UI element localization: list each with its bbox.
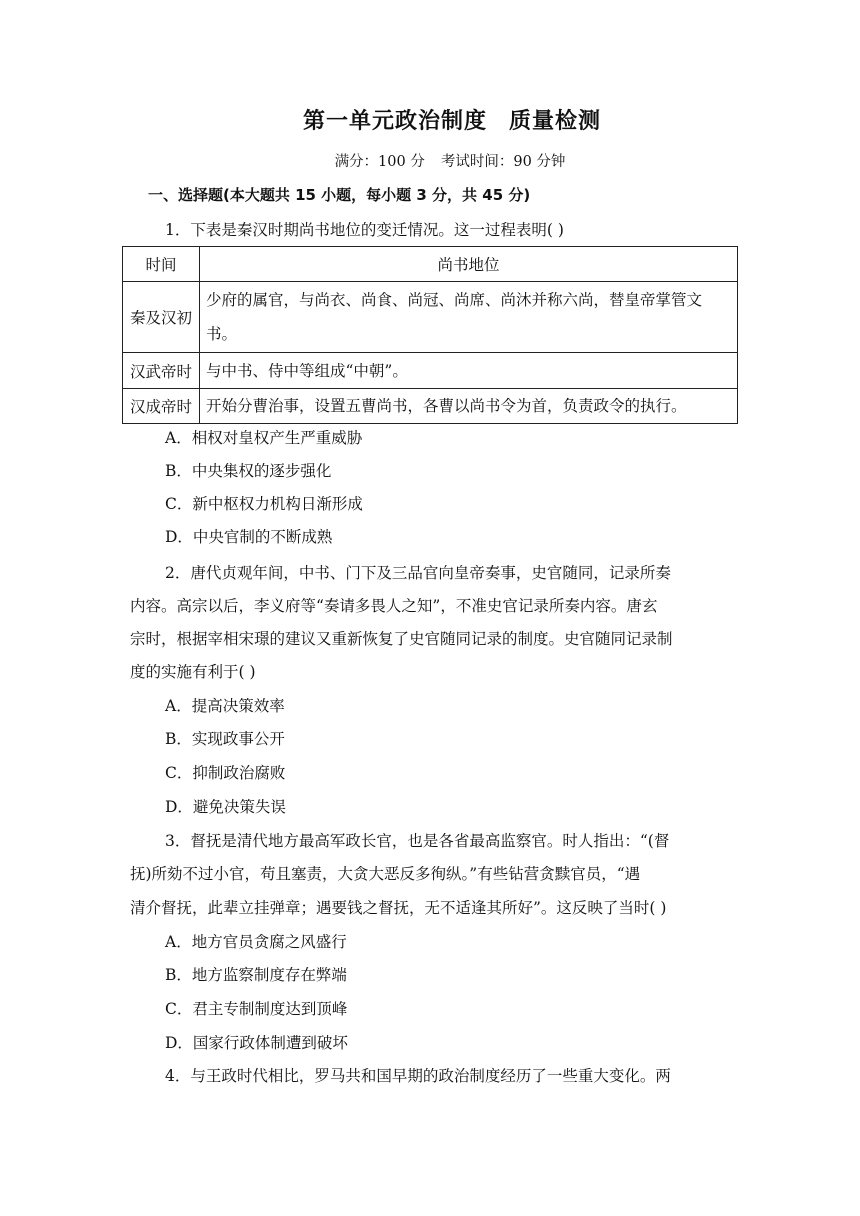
table-row <box>123 389 738 424</box>
table-cell-status: 少府的属官，与尚衣、尚食、尚冠、尚席、尚沐并称六尚，替皇帝掌管文书。 <box>200 282 738 353</box>
question-1-option-b: B．中央集权的逐步强化 <box>165 462 332 480</box>
question-2-stem-line: 2．唐代贞观年间，中书、门下及三品官向皇帝奏事，史官随同，记录所奏 <box>165 564 671 582</box>
question-4-stem-line: 4．与王政时代相比，罗马共和国早期的政治制度经历了一些重大变化。两 <box>165 1067 671 1085</box>
question-2-option-d: D．避免决策失误 <box>165 798 286 816</box>
question-1-option-c: C．新中枢权力机构日渐形成 <box>165 495 363 513</box>
title-sub: 质量检测 <box>509 109 602 134</box>
question-2-stem-line: 度的实施有利于( ) <box>130 663 256 681</box>
table-cell-period: 汉成帝时 <box>123 389 200 424</box>
question-1-option-d: D．中央官制的不断成熟 <box>165 528 333 546</box>
section-heading: 一、选择题(本大题共 15 小题，每小题 3 分，共 45 分) <box>148 186 531 204</box>
question-3-stem-line: 抚)所劾不过小官，苟且塞责，大贪大恶反多徇纵。”有些钻营贪黩官员，“遇 <box>130 865 641 883</box>
question-3-option-b: B．地方监察制度存在弊端 <box>165 966 347 984</box>
full-score: 满分：100 分 <box>334 154 425 170</box>
table-header-status: 尚书地位 <box>200 247 738 282</box>
question-3-stem-line: 清介督抚，此辈立挂弹章；遇要钱之督抚，无不适逢其所好”。这反映了当时( ) <box>130 899 667 917</box>
question-1-table <box>122 246 738 424</box>
table-cell-status: 与中书、侍中等组成“中朝”。 <box>200 353 738 389</box>
question-2-stem-line: 宗时，根据宰相宋璟的建议又重新恢复了史官随同记录的制度。史官随同记录制 <box>130 630 673 648</box>
question-3-stem-line: 3．督抚是清代地方最高军政长官，也是各省最高监察官。时人指出：“(督 <box>165 832 670 850</box>
table-header-period: 时间 <box>123 247 200 282</box>
table-cell-period: 秦及汉初 <box>123 282 200 353</box>
question-3-option-d: D．国家行政体制遭到破坏 <box>165 1034 348 1052</box>
question-2-option-c: C．抑制政治腐败 <box>165 764 286 782</box>
question-1-option-a: A．相权对皇权产生严重威胁 <box>165 429 363 447</box>
table-row <box>123 282 738 353</box>
question-2-option-b: B．实现政事公开 <box>165 730 285 748</box>
table-header-row <box>123 247 738 282</box>
question-2-option-a: A．提高决策效率 <box>165 697 285 715</box>
table-row <box>123 353 738 389</box>
page-title <box>0 104 860 135</box>
question-1-stem: 1．下表是秦汉时期尚书地位的变迁情况。这一过程表明( ) <box>165 221 564 239</box>
question-3-option-a: A．地方官员贪腐之风盛行 <box>165 933 347 951</box>
table-cell-status: 开始分曹治事，设置五曹尚书，各曹以尚书令为首，负责政令的执行。 <box>200 389 738 424</box>
title-main: 第一单元政治制度 <box>302 109 487 134</box>
table-cell-period: 汉武帝时 <box>123 353 200 389</box>
exam-time: 考试时间：90 分钟 <box>440 154 566 170</box>
exam-info <box>0 150 860 171</box>
question-2-stem-line: 内容。高宗以后，李义府等“奏请多畏人之知”，不准史官记录所奏内容。唐玄 <box>130 597 658 615</box>
question-3-option-c: C．君主专制制度达到顶峰 <box>165 1000 348 1018</box>
